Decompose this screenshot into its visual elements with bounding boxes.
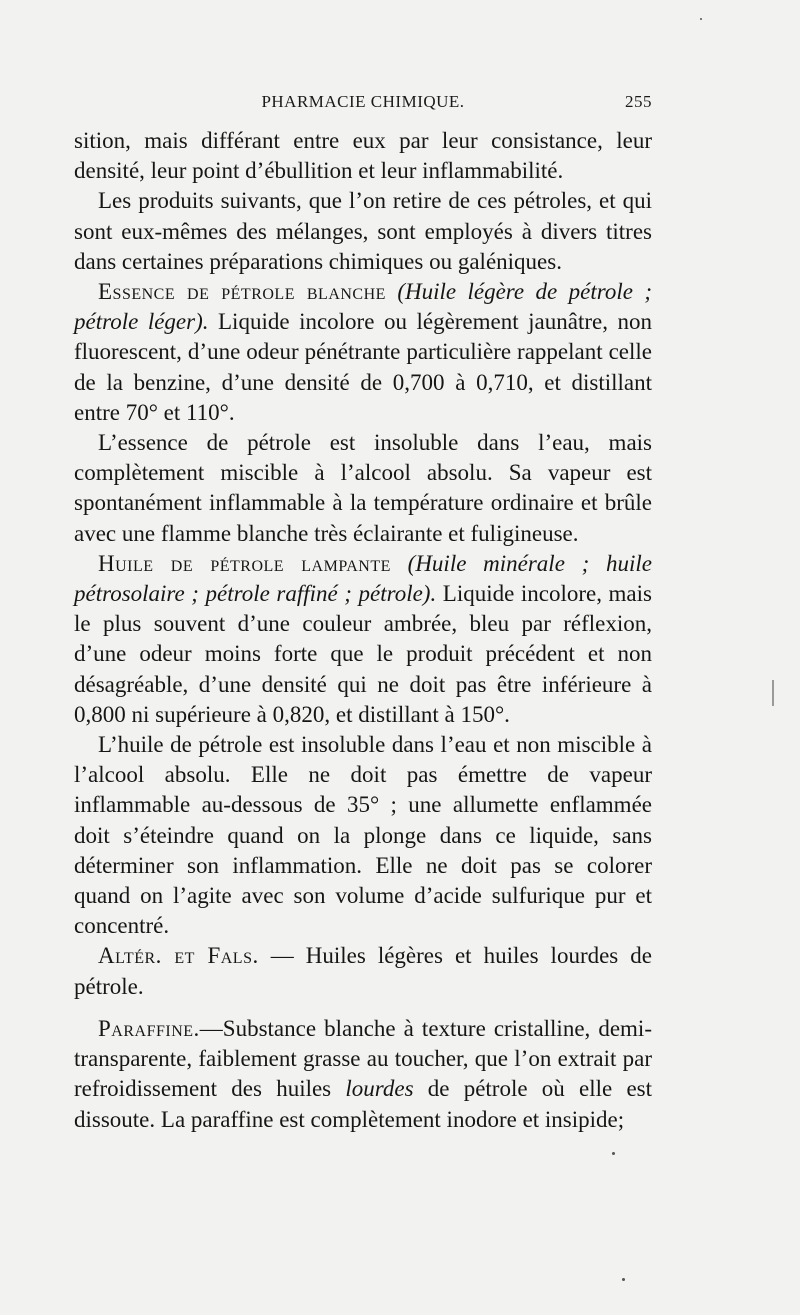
page-header — [74, 92, 652, 122]
paragraph-1: sition, mais différant entre eux par leur consistance, leur densité, leur point d’ébullition et leur inflammabilité. — [74, 128, 652, 184]
running-title: PHARMACIE CHIMIQUE. — [261, 92, 465, 111]
entry-heading: Paraffine. — [98, 1015, 200, 1041]
scan-edge-mark — [772, 680, 774, 706]
entry-synonyms: (Huile minérale ; huile pétrosolaire ; pétrole raffiné ; pétrole). — [74, 550, 653, 607]
paragraph-huile-petrole: Huile de pétrole lampante (Huile minérale ; huile pétrosolaire ; pétrole raffiné ; pétrole). Liquide incolore, mais le plus souvent d’une couleur ambrée, bleu par réflexion, d’une odeur moins forte que le produit précédent et non désagréable, d’une densité qui ne doit pas être inférieure à 0,800 ni supérieure à 0,820, et distillant à 150°. — [74, 550, 653, 727]
page-number: 255 — [625, 92, 652, 111]
entry-heading: Essence de pétrole blanche — [98, 279, 386, 305]
entry-heading: Altér. et Fals. — [98, 943, 259, 969]
paragraph-6: L’huile de pétrole est insoluble dans l’eau et non miscible à l’alcool absolu. Elle ne doit pas émettre de vapeur inflammable au-dessous de 35° ; une allumette enflammée doit s’éteindre quand on la plonge dans ce liquide, sans déterminer son inflammation. Elle ne doit pas se colorer quand on l’agite avec son volume d’acide sulfurique pur et concentré. — [74, 732, 652, 939]
entry-synonyms: (Huile légère de pétrole ; pétrole léger). — [74, 279, 652, 335]
entry-heading: Huile de pétrole lampante — [98, 550, 391, 576]
italic-word: lourdes — [345, 1076, 414, 1102]
scan-speck — [700, 18, 702, 20]
body-text — [74, 126, 652, 1135]
paragraph-paraffine: Paraffine.—Substance blanche à texture cristalline, demi-transparente, faiblement grasse au toucher, que l’on extrait par refroidissement des huiles lourdes de pétrole où elle est dissoute. La paraffine est complètement inodore et insipide; — [74, 1015, 653, 1132]
paragraph-essence-petrole: Essence de pétrole blanche (Huile légère de pétrole ; pétrole léger). Liquide incolore ou légèrement jaunâtre, non fluorescent, d’une odeur pénétrante particulière rappelant celle de la benzine, d’une densité de 0,700 à 0,710, et distillant entre 70° et 110°. — [74, 279, 652, 425]
paragraph-4: L’essence de pétrole est insoluble dans l’eau, mais complètement miscible à l’alcool absolu. Sa vapeur est spontanément inflammable à la température ordinaire et brûle avec une flamme blanche très éclairante et fuligineuse. — [74, 430, 652, 546]
scan-speck — [622, 1278, 625, 1281]
paragraph-2: Les produits suivants, que l’on retire de ces pétroles, et qui sont eux-mêmes des mélanges, sont employés à divers titres dans certaines préparations chimiques ou galéniques. — [74, 188, 652, 274]
paragraph-alterations: Altér. et Fals. — Huiles légères et huiles lourdes de pétrole. — [74, 943, 652, 999]
scan-speck — [612, 1152, 615, 1155]
